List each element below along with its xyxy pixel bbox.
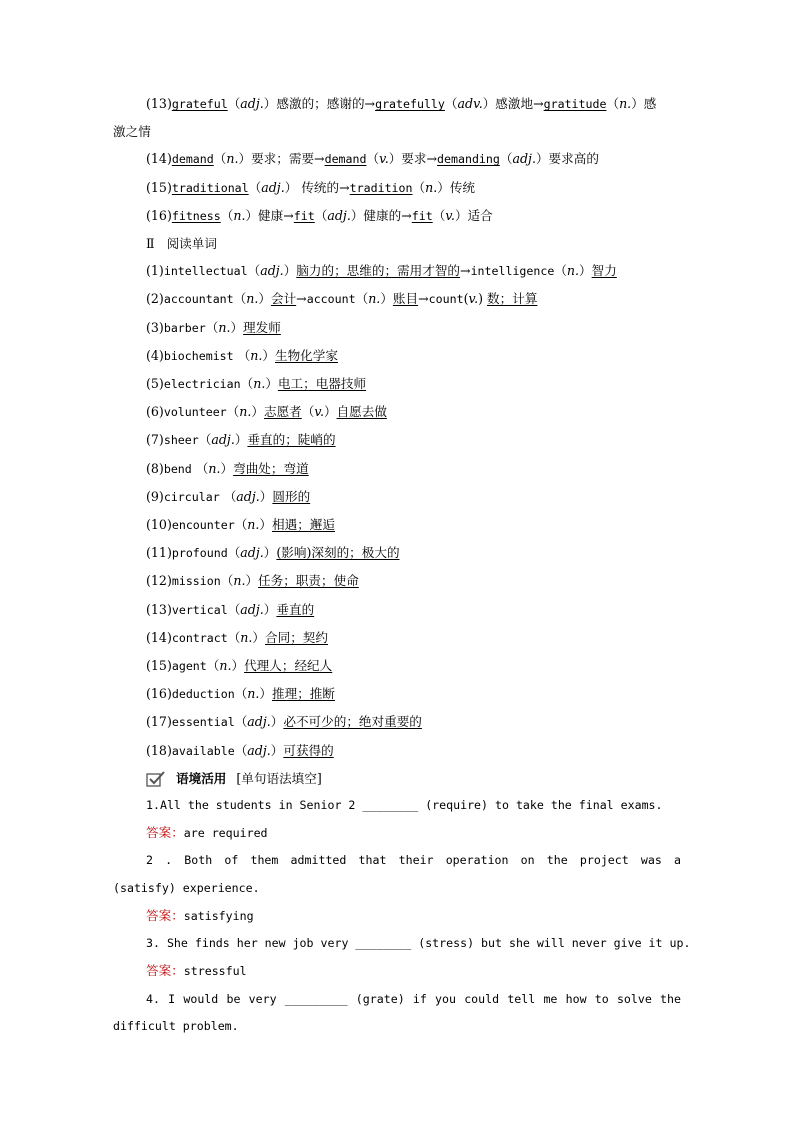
word-form-line: (14)demand（n.）要求；需要→demand（v.）要求→demanding（adj.）要求高的 — [146, 151, 599, 167]
vocab-item: (16)deduction（n.）推理；推断 — [146, 686, 335, 702]
word-form-line: (13)grateful（adj.）感激的；感谢的→gratefully（adv.）感激地→gratitude（n.）感 — [146, 96, 657, 111]
exercise-answer: 答案：stressful — [146, 963, 247, 979]
vocab-item: (4)biochemist （n.）生物化学家 — [146, 347, 338, 363]
context-heading — [113, 765, 681, 792]
vocab-item: (10)encounter（n.）相遇；邂逅 — [146, 517, 335, 533]
vocab-item: (17)essential（adj.）必不可少的；绝对重要的 — [146, 714, 422, 730]
vocab-item: (1)intellectual（adj.）脑力的；思维的；需用才智的→intelligence（n.）智力 — [146, 263, 617, 279]
vocab-item: (11)profound（adj.）(影响)深刻的；极大的 — [146, 545, 400, 561]
vocab-item: (14)contract（n.）合同；契约 — [146, 629, 328, 645]
section-heading: Ⅱ 阅读单词 — [146, 236, 217, 252]
vocab-item: (3)barber（n.）理发师 — [146, 319, 281, 335]
vocab-item: (9)circular （adj.）圆形的 — [146, 488, 311, 504]
exercise-question: 3. She finds her new job very ________ (stress) but she will never give it up. — [146, 936, 691, 951]
exercise-answer: 答案：are required — [146, 825, 268, 841]
exercise-answer: 答案：satisfying — [146, 907, 254, 923]
vocab-item: (13)vertical（adj.）垂直的 — [146, 601, 315, 617]
word-form-continuation: 激之情 — [113, 124, 151, 140]
vocab-item: (2)accountant（n.）会计→account（n.）账目→count(v.) 数；计算 — [146, 291, 538, 307]
vocab-item: (12)mission（n.）任务；职责；使命 — [146, 573, 359, 589]
exercise-question: 2 . Both of them admitted that their operation on the project was a (satisfy) experience. — [113, 853, 681, 895]
document-body — [113, 90, 691, 1040]
vocab-item: (5)electrician（n.）电工；电器技师 — [146, 376, 367, 392]
word-form-line: (15)traditional（adj.） 传统的→tradition（n.）传统 — [146, 179, 475, 195]
context-title: 语境活用 — [176, 770, 227, 786]
vocab-item: (18)available（adj.）可获得的 — [146, 742, 334, 758]
vocab-item: (8)bend （n.）弯曲处；弯道 — [146, 460, 309, 476]
vocab-item: (6)volunteer（n.）志愿者（v.）自愿去做 — [146, 404, 387, 420]
exercise-question: 1.All the students in Senior 2 ________ (require) to take the final exams. — [146, 798, 663, 813]
check-icon — [146, 765, 166, 792]
vocab-item: (7)sheer（adj.）垂直的；陡峭的 — [146, 432, 336, 448]
word-form-line: (16)fitness（n.）健康→fit（adj.）健康的→fit（v.）适合 — [146, 207, 493, 223]
vocab-item: (15)agent（n.）代理人；经纪人 — [146, 658, 333, 674]
exercise-question: 4. I would be very _________ (grate) if you could tell me how to solve the difficult problem. — [113, 991, 681, 1033]
context-subtitle: [单句语法填空] — [236, 770, 322, 786]
